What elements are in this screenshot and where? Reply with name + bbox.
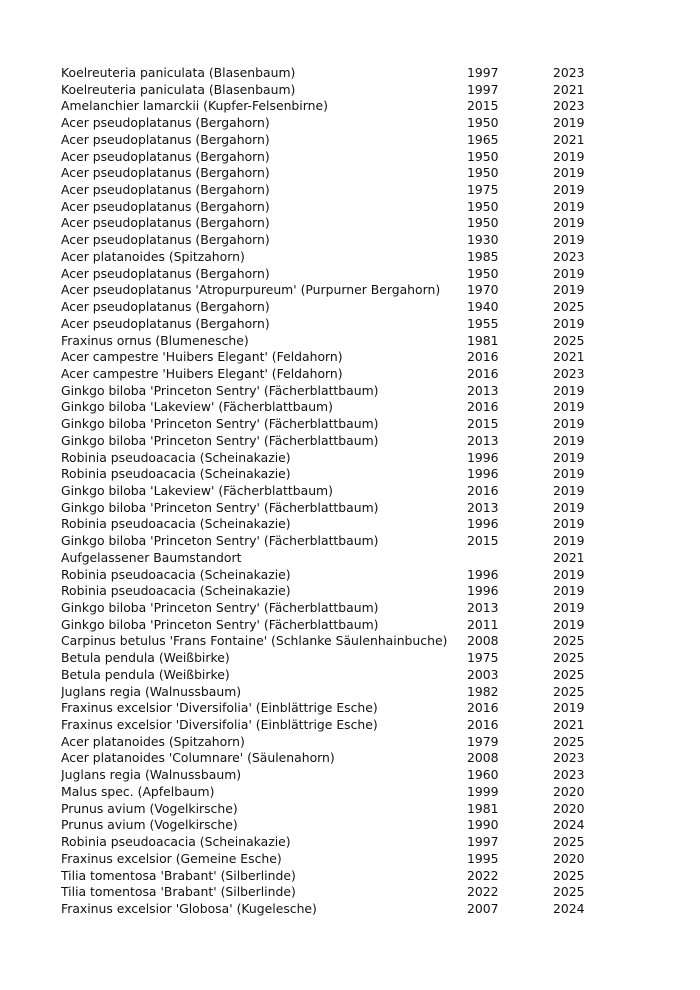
table-row bbox=[61, 82, 621, 99]
year-planted: 1975 bbox=[467, 650, 499, 666]
table-row bbox=[61, 868, 621, 885]
table-row bbox=[61, 684, 621, 701]
table-row bbox=[61, 600, 621, 617]
year-planted: 1996 bbox=[467, 449, 499, 465]
year-checked: 2019 bbox=[553, 198, 585, 214]
year-checked: 2025 bbox=[553, 867, 585, 883]
year-planted: 1985 bbox=[467, 248, 499, 264]
tree-name: Robinia pseudoacacia (Scheinakazie) bbox=[61, 466, 291, 482]
year-checked: 2019 bbox=[553, 265, 585, 281]
table-row bbox=[61, 750, 621, 767]
tree-name: Amelanchier lamarckii (Kupfer-Felsenbirne) bbox=[61, 98, 328, 114]
year-checked: 2019 bbox=[553, 215, 585, 231]
year-checked: 2019 bbox=[553, 115, 585, 131]
year-planted: 2013 bbox=[467, 499, 499, 515]
year-checked: 2023 bbox=[553, 248, 585, 264]
table-row bbox=[61, 550, 621, 567]
tree-name: Acer pseudoplatanus (Bergahorn) bbox=[61, 215, 270, 231]
tree-name: Robinia pseudoacacia (Scheinakazie) bbox=[61, 834, 291, 850]
year-planted: 2022 bbox=[467, 884, 499, 900]
year-planted: 1982 bbox=[467, 683, 499, 699]
tree-name: Robinia pseudoacacia (Scheinakazie) bbox=[61, 583, 291, 599]
table-row bbox=[61, 633, 621, 650]
year-checked: 2019 bbox=[553, 566, 585, 582]
tree-name: Acer campestre 'Huibers Elegant' (Feldahorn) bbox=[61, 365, 343, 381]
year-checked: 2025 bbox=[553, 733, 585, 749]
table-row bbox=[61, 884, 621, 901]
table-row bbox=[61, 182, 621, 199]
tree-name: Acer platanoides (Spitzahorn) bbox=[61, 248, 245, 264]
year-checked: 2019 bbox=[553, 232, 585, 248]
year-planted: 2013 bbox=[467, 382, 499, 398]
year-checked: 2019 bbox=[553, 466, 585, 482]
table-row bbox=[61, 617, 621, 634]
table-row bbox=[61, 533, 621, 550]
year-planted: 1996 bbox=[467, 566, 499, 582]
table-row bbox=[61, 650, 621, 667]
table-row bbox=[61, 98, 621, 115]
year-planted: 2016 bbox=[467, 700, 499, 716]
table-row bbox=[61, 416, 621, 433]
table-row bbox=[61, 834, 621, 851]
tree-name: Ginkgo biloba 'Princeton Sentry' (Fächerblattbaum) bbox=[61, 533, 379, 549]
tree-name: Prunus avium (Vogelkirsche) bbox=[61, 817, 238, 833]
year-planted: 2011 bbox=[467, 616, 499, 632]
tree-name: Acer pseudoplatanus (Bergahorn) bbox=[61, 232, 270, 248]
tree-name: Ginkgo biloba 'Princeton Sentry' (Fächerblattbaum) bbox=[61, 416, 379, 432]
year-planted: 1940 bbox=[467, 299, 499, 315]
tree-name: Acer pseudoplatanus 'Atropurpureum' (Purpurner Bergahorn) bbox=[61, 282, 441, 298]
tree-name: Tilia tomentosa 'Brabant' (Silberlinde) bbox=[61, 867, 296, 883]
year-planted: 1955 bbox=[467, 315, 499, 331]
year-planted: 1979 bbox=[467, 733, 499, 749]
year-planted: 2015 bbox=[467, 533, 499, 549]
table-row bbox=[61, 784, 621, 801]
tree-name: Fraxinus excelsior 'Globosa' (Kugelesche) bbox=[61, 900, 317, 916]
tree-name: Acer pseudoplatanus (Bergahorn) bbox=[61, 131, 270, 147]
table-row bbox=[61, 249, 621, 266]
tree-name: Fraxinus excelsior 'Diversifolia' (Einblättrige Esche) bbox=[61, 717, 378, 733]
year-checked: 2021 bbox=[553, 349, 585, 365]
year-planted: 2016 bbox=[467, 717, 499, 733]
year-planted: 2008 bbox=[467, 750, 499, 766]
tree-table bbox=[61, 65, 621, 918]
table-row bbox=[61, 115, 621, 132]
tree-name: Ginkgo biloba 'Princeton Sentry' (Fächerblattbaum) bbox=[61, 382, 379, 398]
year-planted: 2013 bbox=[467, 600, 499, 615]
year-planted: 1950 bbox=[467, 148, 499, 164]
year-checked: 2020 bbox=[553, 800, 585, 816]
year-planted: 1965 bbox=[467, 131, 499, 147]
year-planted bbox=[467, 550, 553, 567]
year-planted: 1990 bbox=[467, 817, 499, 833]
year-checked: 2019 bbox=[553, 315, 585, 331]
tree-name: Acer platanoides 'Columnare' (Säulenahorn) bbox=[61, 750, 335, 766]
year-checked: 2023 bbox=[553, 65, 585, 80]
table-row bbox=[61, 801, 621, 818]
year-checked: 2021 bbox=[553, 717, 585, 733]
year-checked: 2024 bbox=[553, 900, 585, 916]
table-row bbox=[61, 232, 621, 249]
tree-name: Carpinus betulus 'Frans Fontaine' (Schlanke Säulenhainbuche) bbox=[61, 633, 448, 649]
year-planted: 1930 bbox=[467, 232, 499, 248]
year-planted: 1997 bbox=[467, 65, 499, 80]
year-planted: 1975 bbox=[467, 182, 499, 198]
tree-name: Fraxinus excelsior (Gemeine Esche) bbox=[61, 850, 282, 866]
table-row bbox=[61, 349, 621, 366]
table-row bbox=[61, 333, 621, 350]
tree-name: Ginkgo biloba 'Princeton Sentry' (Fächerblattbaum) bbox=[61, 616, 379, 632]
tree-name: Acer pseudoplatanus (Bergahorn) bbox=[61, 165, 270, 181]
year-checked: 2025 bbox=[553, 834, 585, 850]
year-planted: 1950 bbox=[467, 198, 499, 214]
year-planted: 2007 bbox=[467, 900, 499, 916]
year-checked: 2024 bbox=[553, 817, 585, 833]
tree-name: Acer pseudoplatanus (Bergahorn) bbox=[61, 148, 270, 164]
year-checked: 2019 bbox=[553, 516, 585, 532]
year-planted: 2003 bbox=[467, 666, 499, 682]
year-planted: 1997 bbox=[467, 834, 499, 850]
year-checked: 2019 bbox=[553, 482, 585, 498]
year-checked: 2025 bbox=[553, 299, 585, 315]
tree-name: Ginkgo biloba 'Princeton Sentry' (Fächerblattbaum) bbox=[61, 600, 379, 615]
table-row bbox=[61, 567, 621, 584]
table-row bbox=[61, 583, 621, 600]
table-row bbox=[61, 734, 621, 751]
year-planted: 2013 bbox=[467, 432, 499, 448]
year-planted: 1950 bbox=[467, 115, 499, 131]
year-checked: 2019 bbox=[553, 700, 585, 716]
year-checked: 2019 bbox=[553, 416, 585, 432]
table-row bbox=[61, 700, 621, 717]
year-checked: 2025 bbox=[553, 633, 585, 649]
year-planted: 1950 bbox=[467, 215, 499, 231]
year-planted: 2015 bbox=[467, 98, 499, 114]
tree-name: Robinia pseudoacacia (Scheinakazie) bbox=[61, 566, 291, 582]
table-row bbox=[61, 266, 621, 283]
tree-name: Robinia pseudoacacia (Scheinakazie) bbox=[61, 516, 291, 532]
tree-name: Acer pseudoplatanus (Bergahorn) bbox=[61, 198, 270, 214]
table-row bbox=[61, 149, 621, 166]
table-row bbox=[61, 667, 621, 684]
year-checked: 2021 bbox=[553, 81, 585, 97]
year-planted: 2022 bbox=[467, 867, 499, 883]
year-checked: 2020 bbox=[553, 783, 585, 799]
year-planted: 2016 bbox=[467, 399, 499, 415]
year-planted: 1999 bbox=[467, 783, 499, 799]
table-row bbox=[61, 299, 621, 316]
year-checked: 2019 bbox=[553, 148, 585, 164]
year-checked: 2023 bbox=[553, 750, 585, 766]
table-row bbox=[61, 851, 621, 868]
tree-name: Acer campestre 'Huibers Elegant' (Feldahorn) bbox=[61, 349, 343, 365]
year-checked: 2023 bbox=[553, 767, 585, 783]
tree-name: Acer platanoides (Spitzahorn) bbox=[61, 733, 245, 749]
year-planted: 1950 bbox=[467, 165, 499, 181]
tree-name: Ginkgo biloba 'Lakeview' (Fächerblattbaum) bbox=[61, 482, 333, 498]
tree-name: Acer pseudoplatanus (Bergahorn) bbox=[61, 315, 270, 331]
year-planted: 2016 bbox=[467, 365, 499, 381]
table-row bbox=[61, 817, 621, 834]
table-row bbox=[61, 165, 621, 182]
tree-name: Juglans regia (Walnussbaum) bbox=[61, 683, 242, 699]
year-checked: 2025 bbox=[553, 650, 585, 666]
table-row bbox=[61, 500, 621, 517]
year-planted: 1950 bbox=[467, 265, 499, 281]
year-checked: 2019 bbox=[553, 616, 585, 632]
table-row bbox=[61, 316, 621, 333]
tree-name: Koelreuteria paniculata (Blasenbaum) bbox=[61, 65, 296, 80]
table-row bbox=[61, 450, 621, 467]
table-row bbox=[61, 366, 621, 383]
year-checked: 2019 bbox=[553, 399, 585, 415]
tree-name: Ginkgo biloba 'Princeton Sentry' (Fächerblattbaum) bbox=[61, 432, 379, 448]
year-checked: 2023 bbox=[553, 365, 585, 381]
tree-name: Fraxinus excelsior 'Diversifolia' (Einblättrige Esche) bbox=[61, 700, 378, 716]
tree-name: Acer pseudoplatanus (Bergahorn) bbox=[61, 299, 270, 315]
year-planted: 1996 bbox=[467, 583, 499, 599]
year-planted: 2015 bbox=[467, 416, 499, 432]
tree-name: Acer pseudoplatanus (Bergahorn) bbox=[61, 182, 270, 198]
table-row bbox=[61, 383, 621, 400]
year-planted: 2016 bbox=[467, 349, 499, 365]
year-checked: 2019 bbox=[553, 499, 585, 515]
year-planted: 1981 bbox=[467, 332, 499, 348]
year-checked: 2019 bbox=[553, 533, 585, 549]
tree-name: Acer pseudoplatanus (Bergahorn) bbox=[61, 265, 270, 281]
year-planted: 2008 bbox=[467, 633, 499, 649]
tree-name: Robinia pseudoacacia (Scheinakazie) bbox=[61, 449, 291, 465]
year-checked: 2025 bbox=[553, 332, 585, 348]
table-row bbox=[61, 215, 621, 232]
year-planted: 1997 bbox=[467, 81, 499, 97]
year-checked: 2025 bbox=[553, 666, 585, 682]
year-checked: 2021 bbox=[553, 549, 585, 565]
year-checked: 2019 bbox=[553, 182, 585, 198]
table-row bbox=[61, 717, 621, 734]
year-checked: 2019 bbox=[553, 165, 585, 181]
year-checked: 2019 bbox=[553, 382, 585, 398]
year-checked: 2025 bbox=[553, 683, 585, 699]
year-checked: 2019 bbox=[553, 432, 585, 448]
tree-name: Aufgelassener Baumstandort bbox=[61, 549, 242, 565]
year-checked: 2019 bbox=[553, 282, 585, 298]
table-row bbox=[61, 199, 621, 216]
tree-name: Betula pendula (Weißbirke) bbox=[61, 666, 230, 682]
table-row bbox=[61, 483, 621, 500]
tree-name: Juglans regia (Walnussbaum) bbox=[61, 767, 242, 783]
tree-name: Prunus avium (Vogelkirsche) bbox=[61, 800, 238, 816]
tree-name: Acer pseudoplatanus (Bergahorn) bbox=[61, 115, 270, 131]
year-planted: 2016 bbox=[467, 482, 499, 498]
table-row bbox=[61, 466, 621, 483]
year-checked: 2019 bbox=[553, 449, 585, 465]
year-checked: 2020 bbox=[553, 850, 585, 866]
tree-name: Betula pendula (Weißbirke) bbox=[61, 650, 230, 666]
table-row bbox=[61, 516, 621, 533]
table-row bbox=[61, 282, 621, 299]
year-checked: 2019 bbox=[553, 600, 585, 615]
table-row bbox=[61, 767, 621, 784]
tree-name: Fraxinus ornus (Blumenesche) bbox=[61, 332, 249, 348]
tree-name: Ginkgo biloba 'Princeton Sentry' (Fächerblattbaum) bbox=[61, 499, 379, 515]
tree-name: Ginkgo biloba 'Lakeview' (Fächerblattbaum) bbox=[61, 399, 333, 415]
year-checked: 2021 bbox=[553, 131, 585, 147]
year-planted: 1996 bbox=[467, 516, 499, 532]
year-planted: 1981 bbox=[467, 800, 499, 816]
table-row bbox=[61, 65, 621, 82]
year-planted: 1960 bbox=[467, 767, 499, 783]
tree-name: Koelreuteria paniculata (Blasenbaum) bbox=[61, 81, 296, 97]
year-checked: 2019 bbox=[553, 583, 585, 599]
year-checked: 2025 bbox=[553, 884, 585, 900]
tree-name: Tilia tomentosa 'Brabant' (Silberlinde) bbox=[61, 884, 296, 900]
table-row bbox=[61, 901, 621, 918]
year-planted: 1970 bbox=[467, 282, 499, 298]
table-row bbox=[61, 399, 621, 416]
year-planted: 1996 bbox=[467, 466, 499, 482]
table-row bbox=[61, 132, 621, 149]
table-row bbox=[61, 433, 621, 450]
year-checked: 2023 bbox=[553, 98, 585, 114]
tree-name: Malus spec. (Apfelbaum) bbox=[61, 783, 215, 799]
year-planted: 1995 bbox=[467, 850, 499, 866]
